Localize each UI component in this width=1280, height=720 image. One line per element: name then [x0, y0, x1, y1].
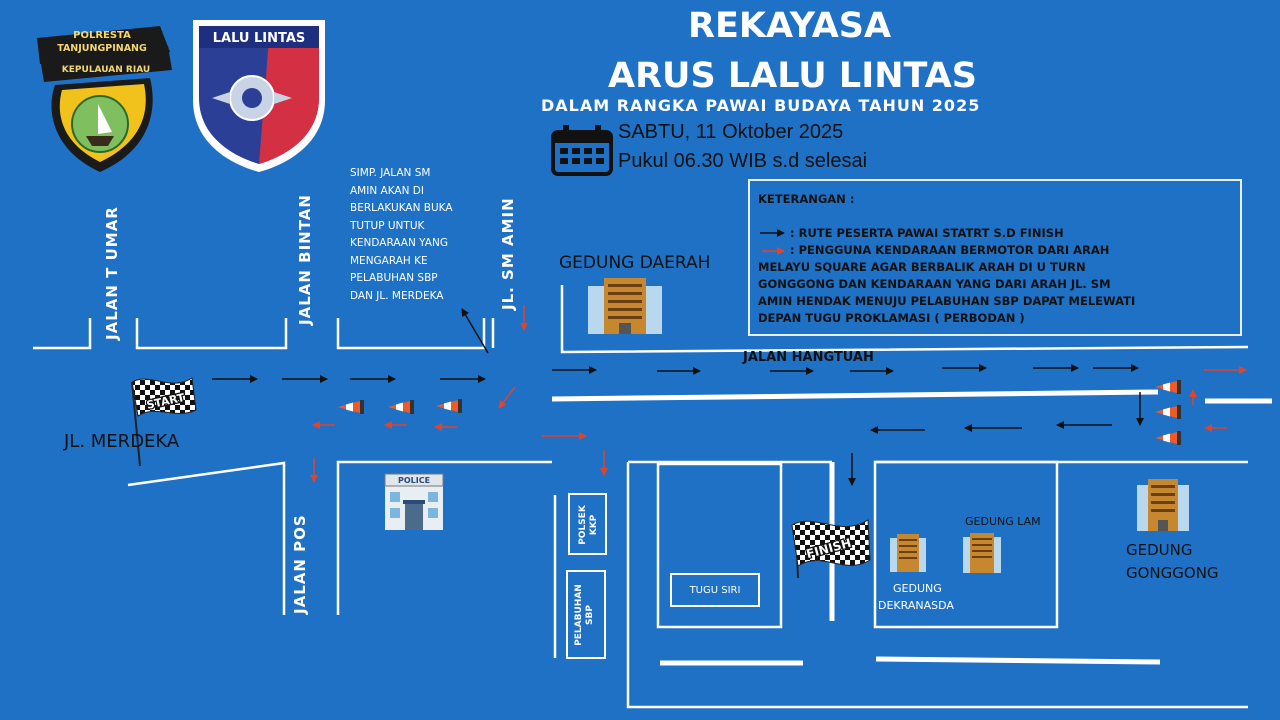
road-label-bintan: JALAN BINTAN	[296, 194, 314, 325]
building-icon	[963, 533, 1001, 573]
traffic-cone-icon	[436, 399, 462, 413]
closure-arrow	[499, 387, 515, 408]
legend-heading: KETERANGAN :	[758, 192, 855, 206]
legend-box	[748, 179, 1242, 336]
road-label-hangtuah: JALAN HANGTUAH	[743, 350, 874, 365]
building-icon	[1137, 479, 1189, 531]
police-sign-label: POLICE	[397, 476, 431, 485]
building-icon	[588, 278, 662, 334]
subtitle: DALAM RANGKA PAWAI BUDAYA TAHUN 2025	[541, 96, 981, 115]
note-line: KENDARAAN YANG	[350, 237, 448, 249]
polresta-name-label: TANJUNGPINANG	[57, 43, 147, 54]
road-label-sm-amin: JL. SM AMIN	[499, 197, 517, 310]
title-line-1: REKAYASA	[688, 6, 892, 46]
note-line: DAN JL. MERDEKA	[350, 289, 444, 302]
polresta-bottom-label: KEPULAUAN RIAU	[61, 65, 151, 75]
polsek-box	[568, 493, 607, 555]
tugu-siri-box	[670, 573, 760, 607]
road-edges	[33, 285, 1248, 707]
road-edge	[338, 318, 484, 348]
road-label-merdeka: JL. MERDEKA	[64, 431, 180, 452]
legend-item-route: : RUTE PESERTA PAWAI STATRT S.D FINISH	[790, 226, 1064, 240]
road-edge	[33, 318, 90, 348]
pelabuhan-label: PELABUHAN SBP	[574, 584, 595, 646]
gedung-gonggong-label-1: GEDUNG	[1126, 541, 1193, 559]
building-icon	[890, 534, 926, 572]
polresta-logo	[37, 26, 172, 172]
road-label-pos: JALAN POS	[291, 514, 309, 614]
polsek-label: POLSEK KKP	[578, 505, 599, 545]
lalu-lintas-label: LALU LINTAS	[212, 31, 306, 46]
event-time: Pukul 06.30 WIB s.d selesai	[618, 150, 868, 172]
police-station-icon	[385, 474, 443, 530]
median-hangtuah	[552, 392, 1158, 399]
legend-item-diversion-3: GONGGONG DAN KENDARAAN YANG DARI ARAH JL. SM	[758, 277, 1111, 291]
gedung-gonggong-label-2: GONGGONG	[1126, 564, 1219, 582]
legend-item-diversion-1: : PENGGUNA KENDARAAN BERMOTOR DARI ARAH	[790, 243, 1110, 257]
title-line-2: ARUS LALU LINTAS	[608, 56, 977, 96]
start-flag-icon	[132, 378, 196, 466]
traffic-cone-icon	[388, 400, 414, 414]
median-bottom-2	[876, 659, 1160, 662]
calendar-icon	[553, 125, 611, 174]
traffic-cone-icon	[1155, 380, 1181, 394]
note-line: BERLAKUKAN BUKA	[350, 202, 453, 214]
tugu-siri-label: TUGU SIRI	[689, 584, 741, 596]
lalu-lintas-logo	[193, 20, 325, 172]
dekranasda-label-2: DEKRANASDA	[878, 599, 954, 612]
note-line: PELABUHAN SBP	[350, 272, 438, 284]
road-edge	[137, 318, 286, 348]
note-line: AMIN AKAN DI	[350, 184, 424, 197]
event-date: SABTU, 11 Oktober 2025	[618, 121, 844, 143]
polresta-top-label: POLRESTA	[73, 30, 131, 41]
dekranasda-label-1: GEDUNG	[893, 582, 942, 595]
note-line: SIMP. JALAN SM	[350, 167, 431, 179]
pelabuhan-box	[566, 570, 606, 659]
traffic-cone-icon	[1155, 405, 1181, 419]
gedung-lam-label: GEDUNG LAM	[965, 515, 1041, 528]
start-label: START	[145, 391, 186, 412]
traffic-cone-icon	[1155, 431, 1181, 445]
legend-item-diversion-5: DEPAN TUGU PROKLAMASI ( PERBODAN )	[758, 311, 1025, 325]
traffic-cone-icon	[338, 400, 364, 414]
finish-label: FINISH	[804, 535, 853, 562]
note-line: TUTUP UNTUK	[350, 219, 425, 232]
road-label-t-umar: JALAN T UMAR	[103, 206, 121, 340]
gedung-daerah-label: GEDUNG DAERAH	[559, 253, 711, 273]
legend-item-diversion-4: AMIN HENDAK MENUJU PELABUHAN SBP DAPAT MELEWATI	[758, 294, 1136, 308]
closure-note	[350, 165, 453, 305]
note-line: MENGARAH KE	[350, 254, 428, 267]
legend-item-diversion-2: MELAYU SQUARE AGAR BERBALIK ARAH DI U TURN	[758, 260, 1086, 274]
road-edge	[338, 462, 552, 615]
road-edge	[128, 463, 284, 615]
